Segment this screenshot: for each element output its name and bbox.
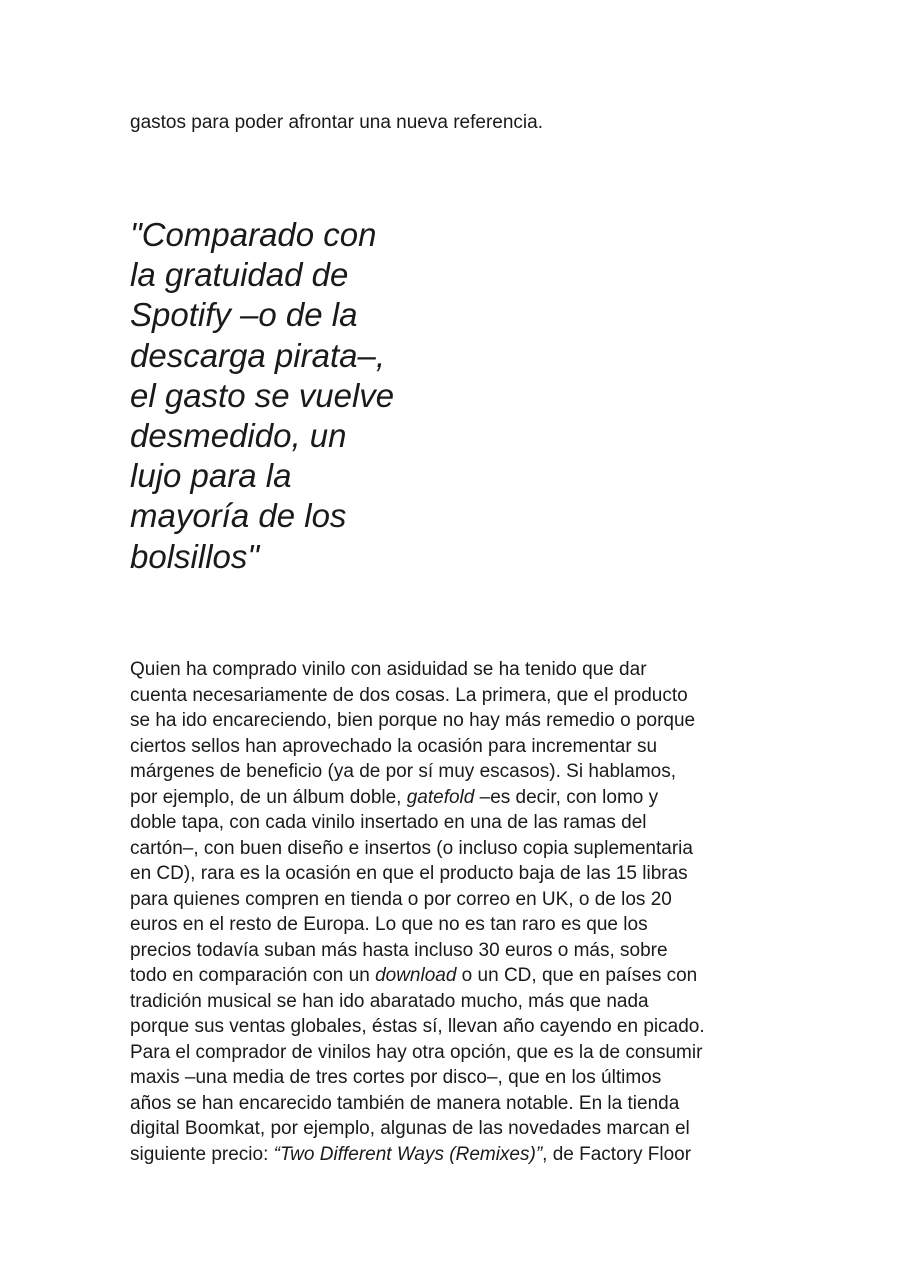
pull-quote-line: la gratuidad de: [130, 256, 349, 294]
text-line: para quienes compren en tienda o por correo en UK, o de los 20: [130, 888, 672, 910]
pull-quote-line: mayoría de los: [130, 497, 347, 535]
italic-term: gatefold: [406, 786, 475, 808]
text-line: ciertos sellos han aprovechado la ocasión para incrementar su: [130, 735, 658, 757]
pull-quote-line: lujo para la: [130, 457, 292, 495]
body-paragraph: [130, 657, 790, 1167]
text-segment: por ejemplo, de un álbum doble,: [130, 786, 407, 808]
pull-quote-line: el gasto se vuelve: [130, 376, 395, 414]
text-line: cuenta necesariamente de dos cosas. La primera, que el producto: [130, 684, 688, 706]
text-line: Para el comprador de vinilos hay otra opción, que es la de consumir: [130, 1041, 703, 1063]
text-segment: , de Factory Floor: [542, 1143, 692, 1165]
text-line: años se han encarecido también de manera notable. En la tienda: [130, 1092, 680, 1114]
text-segment: siguiente precio:: [130, 1143, 274, 1165]
italic-term: download: [375, 965, 457, 986]
pull-quote-line: Spotify –o de la: [130, 296, 358, 334]
text-line: porque sus ventas globales, éstas sí, llevan año cayendo en picado.: [130, 1016, 705, 1037]
pull-quote-line: bolsillos": [130, 537, 260, 575]
text-line: precios todavía suban más hasta incluso 30 euros o más, sobre: [130, 939, 668, 961]
paragraph-continuation: gastos para poder afrontar una nueva referencia.: [130, 112, 543, 133]
text-line: [130, 785, 790, 811]
text-segment: –es decir, con lomo y: [474, 786, 659, 808]
text-line: en CD), rara es la ocasión en que el producto baja de las 15 libras: [130, 863, 688, 884]
text-line: doble tapa, con cada vinilo insertado en una de las ramas del: [130, 812, 647, 833]
text-line: [130, 1142, 790, 1168]
pull-quote-line: desmedido, un: [130, 417, 347, 455]
text-line: se ha ido encareciendo, bien porque no hay más remedio o porque: [130, 710, 696, 731]
text-line: [130, 963, 790, 989]
text-line: digital Boomkat, por ejemplo, algunas de las novedades marcan el: [130, 1118, 690, 1139]
text-line: tradición musical se han ido abaratado mucho, más que nada: [130, 990, 649, 1012]
text-line: cartón–, con buen diseño e insertos (o incluso copia suplementaria: [130, 837, 693, 859]
text-segment: todo en comparación con un: [130, 965, 376, 986]
pull-quote: [130, 215, 430, 577]
text-segment: o un CD, que en países con: [456, 965, 698, 986]
text-line: márgenes de beneficio (ya de por sí muy escasos). Si hablamos,: [130, 761, 676, 782]
text-line: maxis –una media de tres cortes por disco–, que en los últimos: [130, 1067, 662, 1088]
italic-title: “Two Different Ways (Remixes)”: [273, 1143, 543, 1165]
pull-quote-line: descarga pirata–,: [130, 336, 385, 374]
pull-quote-line: "Comparado con: [130, 216, 377, 253]
text-line: Quien ha comprado vinilo con asiduidad se ha tenido que dar: [130, 659, 647, 680]
text-line: euros en el resto de Europa. Lo que no es tan raro es que los: [130, 914, 648, 935]
